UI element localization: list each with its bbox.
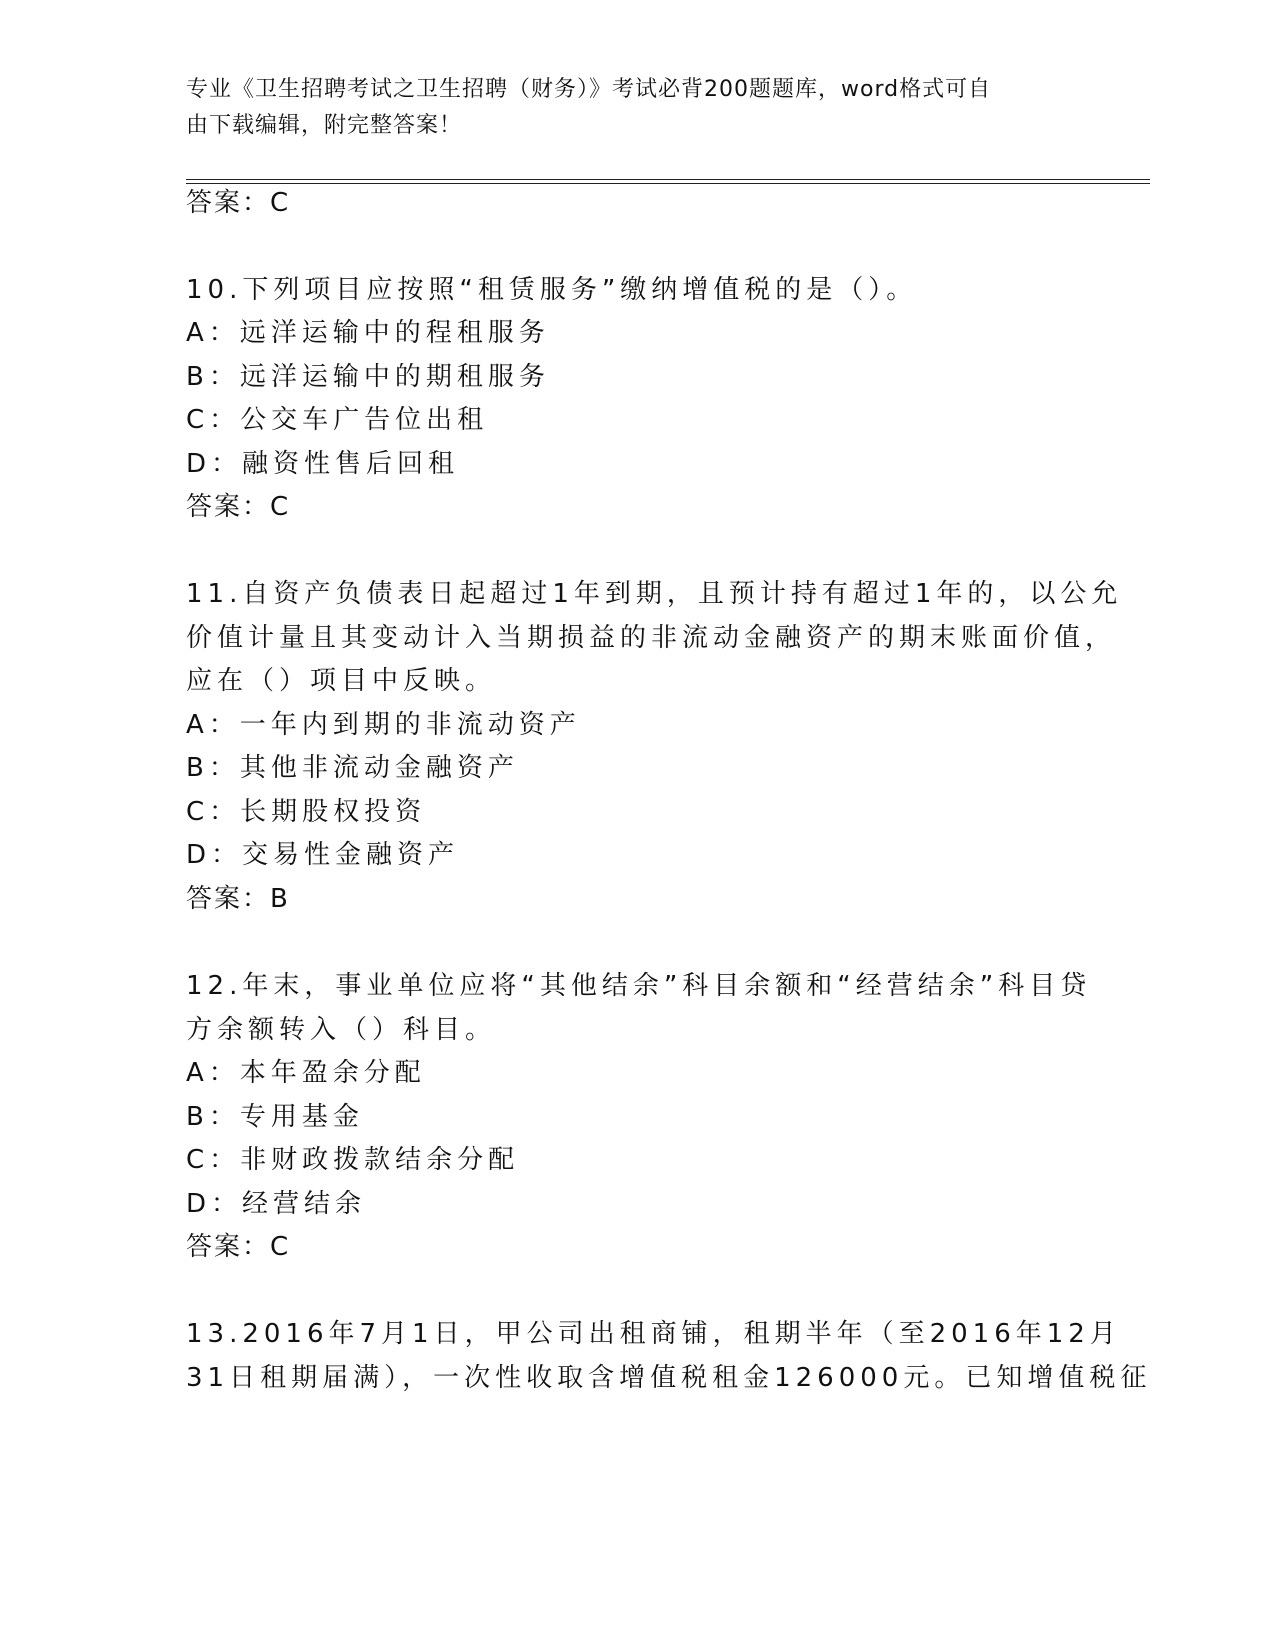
question-11-text-line-1: 11.自资产负债表日起超过1年到期，且预计持有超过1年的，以公允 xyxy=(186,579,1123,609)
question-12-option-d: D：经营结余 xyxy=(186,1189,367,1219)
question-10-option-c: C：公交车广告位出租 xyxy=(186,405,489,435)
question-11-text-line-3: 应在（）项目中反映。 xyxy=(186,666,497,696)
question-11-option-b: B：其他非流动金融资产 xyxy=(186,753,519,783)
question-12-text-line-2: 方余额转入（）科目。 xyxy=(186,1015,497,1045)
document-header xyxy=(186,72,1066,144)
header-divider-bottom xyxy=(186,183,1150,184)
question-12-option-c: C：非财政拨款结余分配 xyxy=(186,1145,520,1175)
question-12-option-b: B：专用基金 xyxy=(186,1102,364,1132)
question-13-text-line-1: 13.2016年7月1日，甲公司出租商铺，租期半年（至2016年12月 xyxy=(186,1319,1121,1349)
question-10-answer: 答案：C xyxy=(186,492,291,522)
question-11-text-line-2: 价值计量且其变动计入当期损益的非流动金融资产的期末账面价值， xyxy=(186,623,1117,653)
question-11-answer: 答案：B xyxy=(186,884,290,914)
question-11-option-a: A：一年内到期的非流动资产 xyxy=(186,710,581,740)
question-11-option-c: C：长期股权投资 xyxy=(186,797,427,827)
question-10-option-d: D：融资性售后回租 xyxy=(186,449,460,479)
question-10-option-a: A：远洋运输中的程租服务 xyxy=(186,318,550,348)
previous-answer: 答案：C xyxy=(186,188,291,218)
header-line-1: 专业《卫生招聘考试之卫生招聘（财务）》考试必背200题题库，word格式可自 xyxy=(186,77,992,102)
question-12-answer: 答案：C xyxy=(186,1232,291,1262)
question-10-option-b: B：远洋运输中的期租服务 xyxy=(186,362,550,392)
question-13-text-line-2: 31日租期届满），一次性收取含增值税租金126000元。已知增值税征 xyxy=(186,1363,1152,1393)
question-10-text: 10.下列项目应按照“租赁服务”缴纳增值税的是（）。 xyxy=(186,275,918,305)
header-divider-top xyxy=(186,179,1150,180)
header-line-2: 由下载编辑，附完整答案！ xyxy=(186,113,463,138)
question-12-option-a: A：本年盈余分配 xyxy=(186,1058,426,1088)
question-12-text-line-1: 12.年末，事业单位应将“其他结余”科目余额和“经营结余”科目贷 xyxy=(186,971,1092,1001)
question-11-option-d: D：交易性金融资产 xyxy=(186,840,460,870)
